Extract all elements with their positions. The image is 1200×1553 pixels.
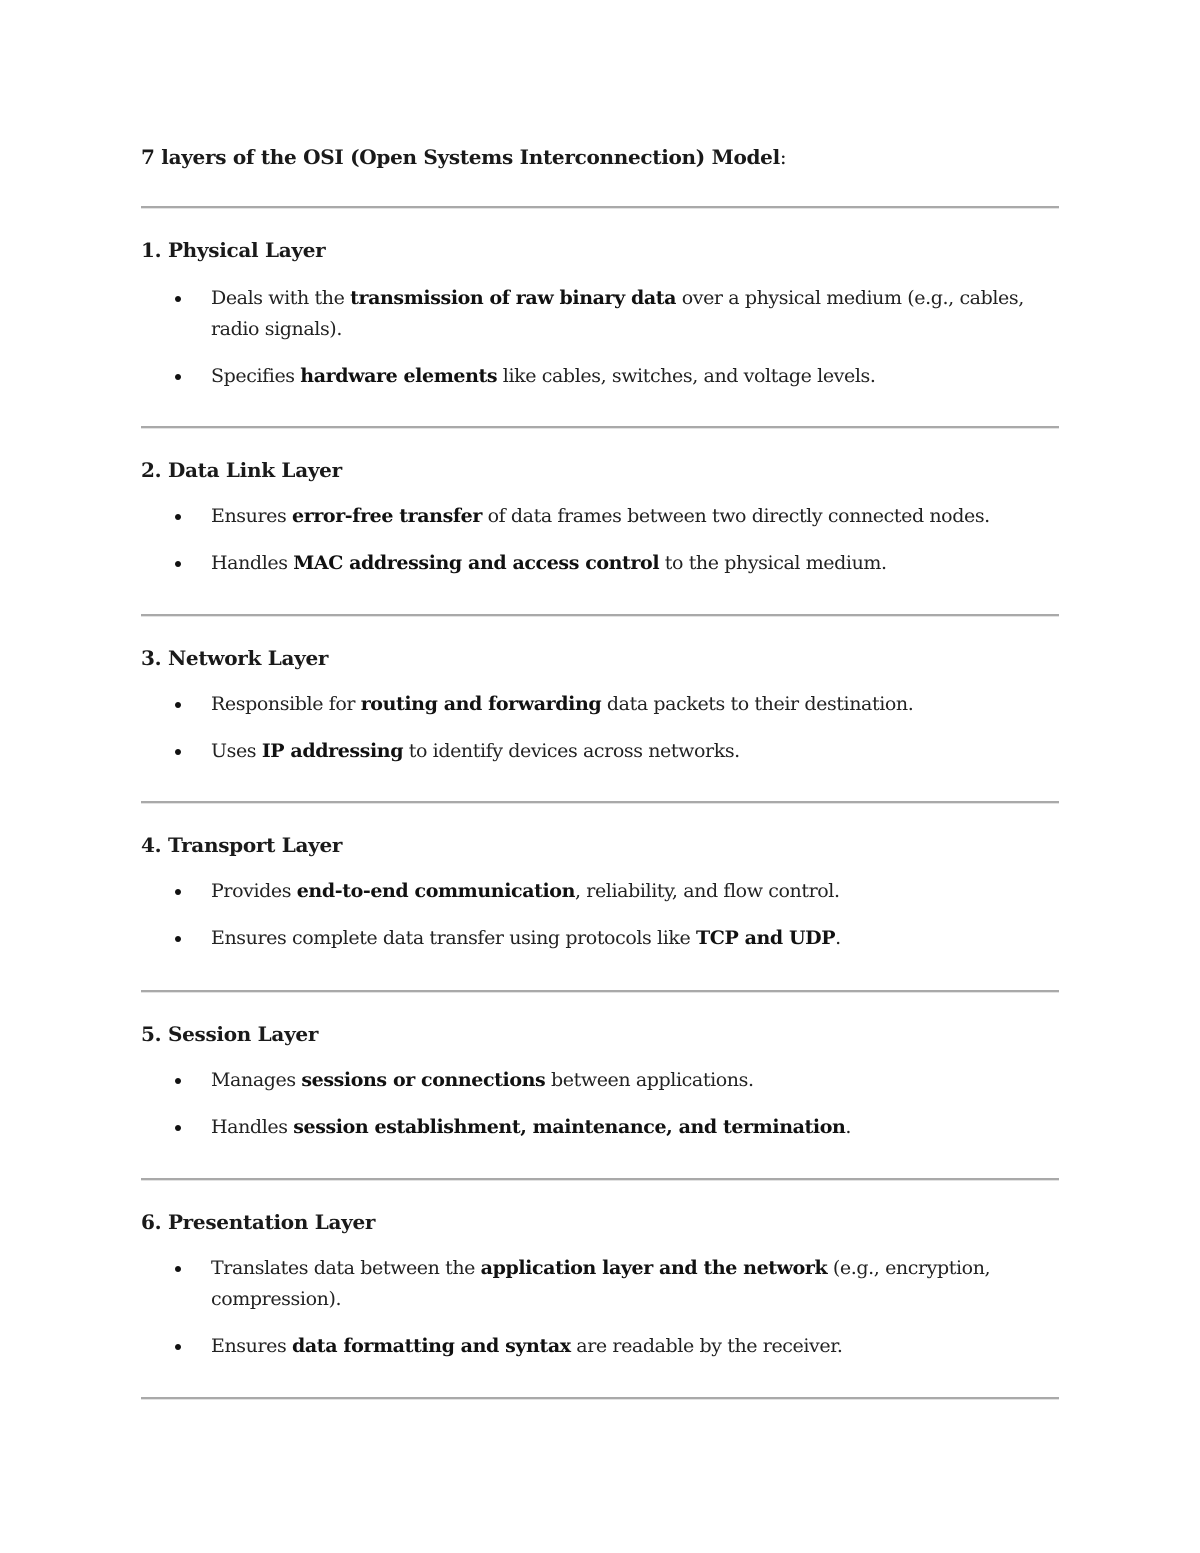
- bullet-text: of data frames between two directly connected nodes.: [481, 505, 990, 527]
- bullet-text: to identify devices across networks.: [403, 740, 740, 762]
- bullet-icon: [175, 936, 181, 942]
- bullet-list: [141, 501, 1059, 579]
- bullet-text: .: [835, 927, 841, 949]
- bullet-icon: [175, 296, 181, 302]
- horizontal-rule: [141, 206, 1059, 209]
- bullet-text: Specifies: [211, 365, 301, 387]
- list-item: [141, 283, 1059, 345]
- bullet-bold-text: data formatting and syntax: [292, 1335, 571, 1357]
- bullet-text: Ensures: [211, 1335, 293, 1357]
- bullet-bold-text: transmission of raw binary data: [350, 287, 677, 309]
- bullet-text: data packets to their destination.: [601, 693, 914, 715]
- bullet-text: .: [845, 1116, 852, 1138]
- bullet-icon: [175, 1125, 181, 1131]
- section-heading: 1. Physical Layer: [141, 238, 326, 262]
- bullet-bold-text: MAC addressing and access control: [293, 552, 660, 574]
- list-item: [141, 1112, 1059, 1143]
- bullet-text: Translates data between the: [211, 1257, 481, 1279]
- section-heading: 3. Network Layer: [141, 646, 329, 670]
- list-item: [141, 501, 1059, 532]
- bullet-text: Uses: [211, 740, 262, 762]
- bullet-text: between applications.: [545, 1069, 754, 1091]
- bullet-text: Responsible for: [211, 693, 361, 715]
- bullet-bold-text: application layer and the network: [480, 1257, 828, 1279]
- bullet-text: Ensures complete data transfer using protocols like: [211, 927, 696, 949]
- list-item: [141, 736, 1059, 767]
- bullet-bold-text: error-free transfer: [292, 505, 482, 527]
- bullet-list: [141, 876, 1059, 954]
- bullet-icon: [175, 1266, 181, 1272]
- bullet-text: Deals with the: [211, 287, 351, 309]
- list-item: [141, 876, 1059, 907]
- horizontal-rule: [141, 614, 1059, 617]
- horizontal-rule: [141, 990, 1059, 993]
- bullet-text: Provides: [211, 880, 297, 902]
- horizontal-rule: [141, 1178, 1059, 1181]
- bullet-list: [141, 1065, 1059, 1143]
- bullet-bold-text: IP addressing: [261, 740, 404, 762]
- section-heading: 6. Presentation Layer: [141, 1210, 376, 1234]
- bullet-text: are readable by the receiver.: [570, 1335, 843, 1357]
- bullet-list: [141, 1253, 1059, 1362]
- bullet-bold-text: session establishment, maintenance, and termination: [293, 1116, 846, 1138]
- list-item: [141, 1253, 1059, 1315]
- bullet-bold-text: sessions or connections: [301, 1069, 546, 1091]
- bullet-text: (e.g., encryption, compression).: [211, 1257, 991, 1310]
- document-title-colon: :: [779, 145, 787, 169]
- bullet-text: Handles: [211, 1116, 294, 1138]
- bullet-bold-text: routing and forwarding: [360, 693, 602, 715]
- bullet-list: [141, 689, 1059, 767]
- horizontal-rule: [141, 1397, 1059, 1400]
- bullet-text: Handles: [211, 552, 294, 574]
- section-presentation-layer: [141, 1207, 1059, 1362]
- section-data-link-layer: [141, 455, 1059, 579]
- bullet-text: to the physical medium.: [659, 552, 887, 574]
- list-item: [141, 689, 1059, 720]
- bullet-icon: [175, 1078, 181, 1084]
- bullet-list: [141, 283, 1059, 392]
- section-heading: 5. Session Layer: [141, 1022, 319, 1046]
- bullet-text: Ensures: [211, 505, 293, 527]
- bullet-text: Manages: [211, 1069, 302, 1091]
- bullet-icon: [175, 702, 181, 708]
- bullet-icon: [175, 749, 181, 755]
- list-item: [141, 1331, 1059, 1362]
- section-physical-layer: [141, 235, 1059, 392]
- bullet-bold-text: TCP and UDP: [696, 927, 836, 949]
- bullet-icon: [175, 1344, 181, 1350]
- list-item: [141, 361, 1059, 392]
- horizontal-rule: [141, 426, 1059, 429]
- bullet-icon: [175, 561, 181, 567]
- section-network-layer: [141, 643, 1059, 767]
- section-heading: 2. Data Link Layer: [141, 458, 342, 482]
- section-heading: 4. Transport Layer: [141, 833, 343, 857]
- section-transport-layer: [141, 830, 1059, 954]
- bullet-bold-text: hardware elements: [300, 365, 498, 387]
- bullet-icon: [175, 514, 181, 520]
- bullet-bold-text: end-to-end communication: [296, 880, 575, 902]
- document-title: [141, 142, 786, 172]
- list-item: [141, 548, 1059, 579]
- list-item: [141, 923, 1059, 954]
- document-title-text: 7 layers of the OSI (Open Systems Interconnection) Model: [141, 145, 780, 169]
- section-session-layer: [141, 1019, 1059, 1143]
- bullet-text: over a physical medium (e.g., cables, radio signals).: [211, 287, 1024, 340]
- bullet-icon: [175, 374, 181, 380]
- bullet-text: like cables, switches, and voltage levels.: [497, 365, 876, 387]
- list-item: [141, 1065, 1059, 1096]
- bullet-text: , reliability, and flow control.: [575, 880, 840, 902]
- horizontal-rule: [141, 801, 1059, 804]
- bullet-icon: [175, 889, 181, 895]
